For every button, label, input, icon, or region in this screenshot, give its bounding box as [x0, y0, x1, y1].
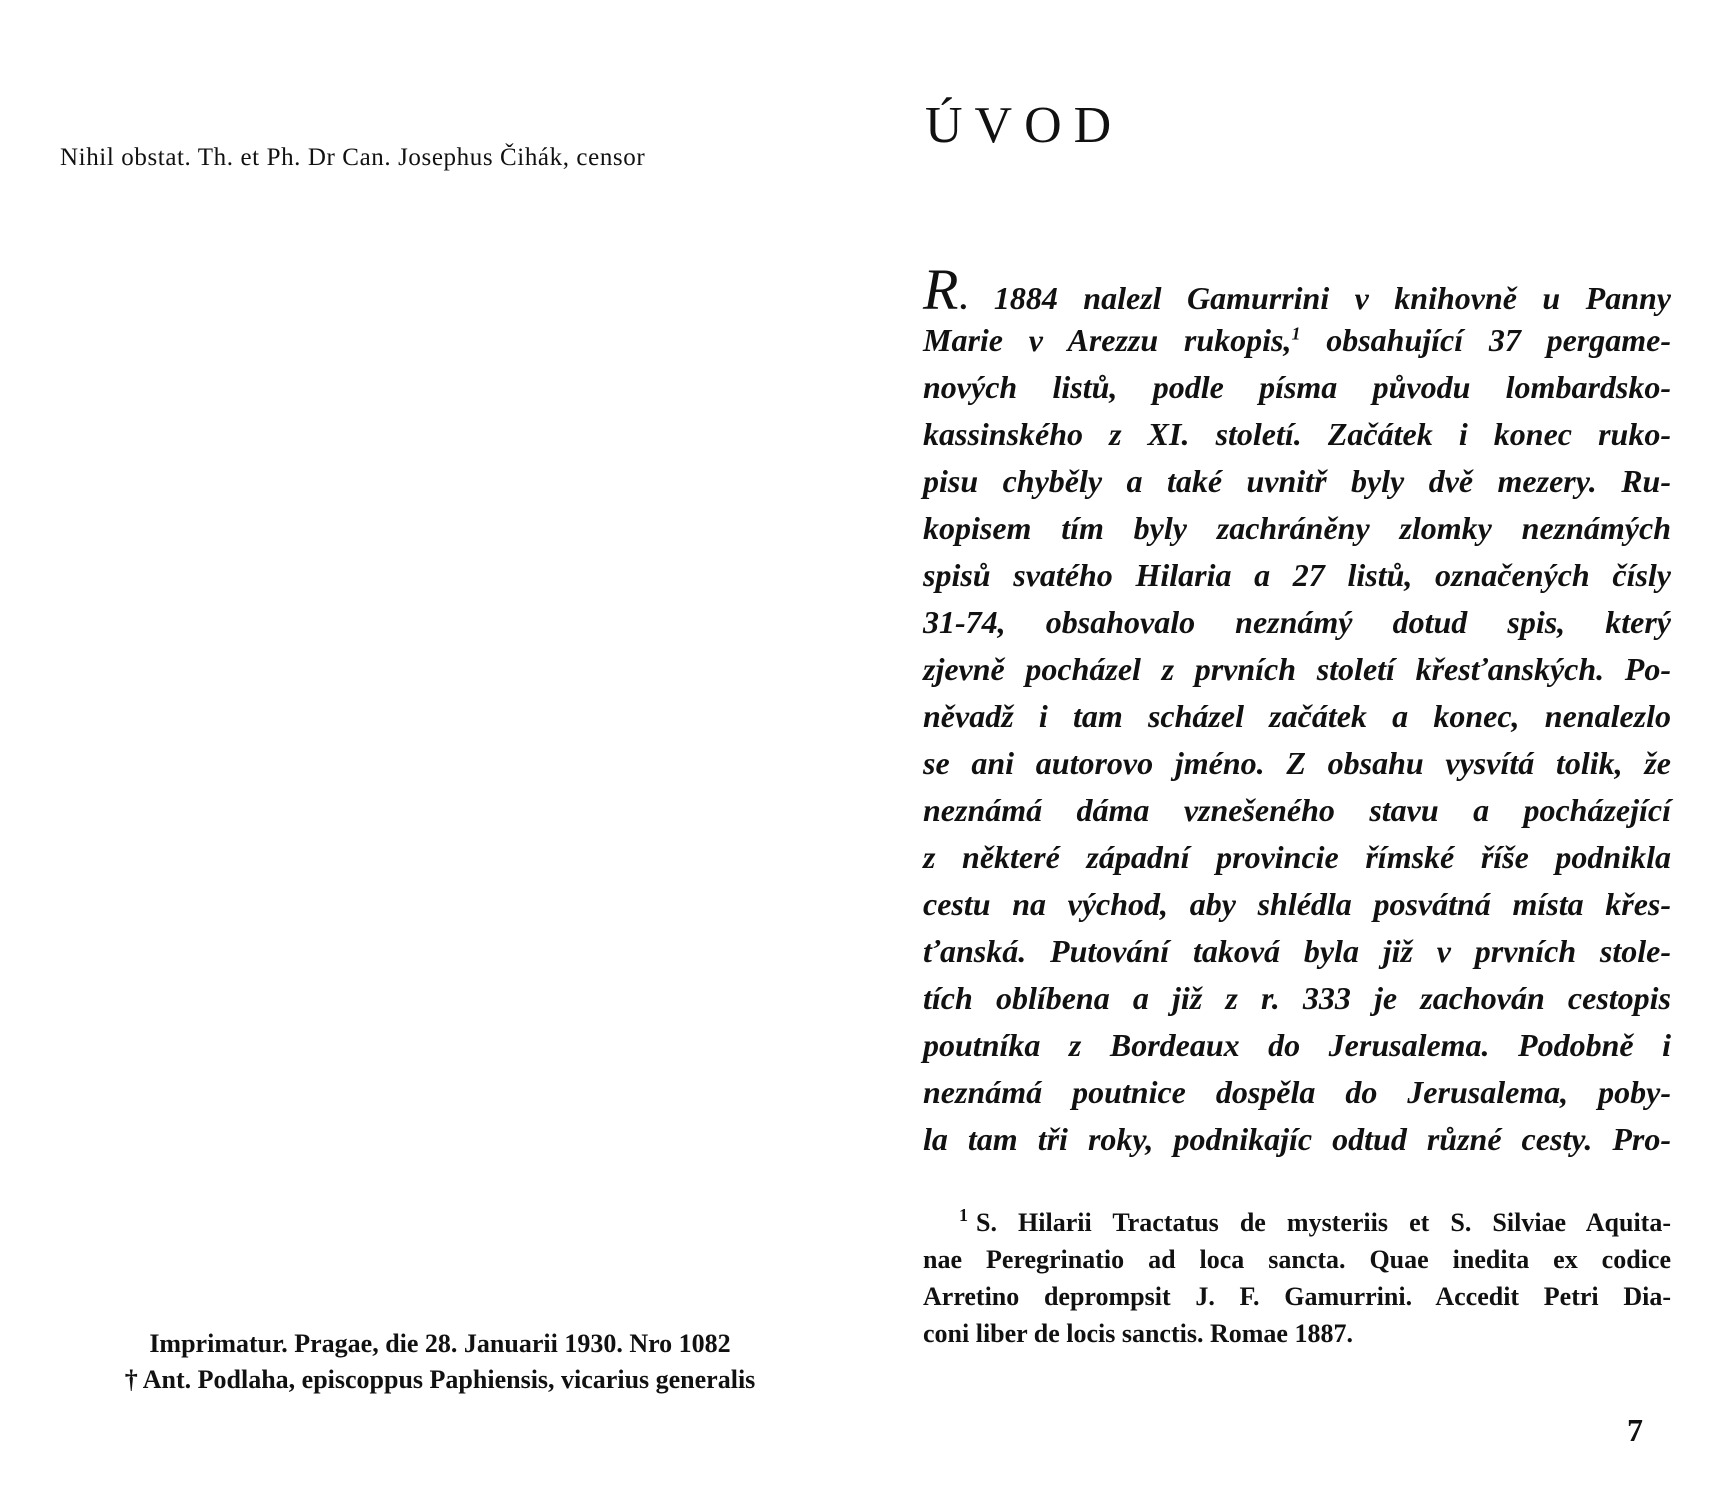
body-line: neznámá poutnice dospěla do Jerusalema, poby-: [923, 1074, 1671, 1110]
body-line: zjevně pocházel z prvních století křesťanských. Po-: [923, 651, 1671, 687]
body-line: la tam tři roky, podnikajíc odtud různé cesty. Pro-: [923, 1121, 1671, 1157]
body-line-text: Marie v Arezzu rukopis,: [923, 322, 1292, 358]
drop-cap: R: [923, 257, 959, 322]
body-line: neznámá dáma vznešeného stavu a pocházející: [923, 792, 1671, 828]
body-line: pisu chyběly a také uvnitř byly dvě mezery. Ru-: [923, 463, 1671, 499]
page-number: 7: [1627, 1412, 1643, 1448]
body-line: kopisem tím byly zachráněny zlomky neznámých: [923, 510, 1671, 546]
footnote-line: coni liber de locis sanctis. Romae 1887.: [923, 1319, 1353, 1348]
nihil-obstat-line: Nihil obstat. Th. et Ph. Dr Can. Josephus Čihák, censor: [60, 144, 646, 171]
right-page: [859, 0, 1718, 1500]
body-line: [923, 317, 1671, 364]
body-line: z některé západní provincie římské říše podnikla: [923, 839, 1671, 875]
body-paragraph: [923, 257, 1672, 1163]
body-line: tích oblíbena a již z r. 333 je zachován cestopis: [923, 980, 1671, 1016]
body-line: nových listů, podle písma původu lombardsko-: [923, 369, 1671, 405]
body-line: cestu na východ, aby shlédla posvátná místa křes-: [923, 886, 1671, 922]
body-line: kassinského z XI. století. Začátek i konec ruko-: [923, 416, 1671, 452]
chapter-title: ÚVOD: [925, 97, 1124, 154]
footnote-number: 1: [959, 1205, 968, 1226]
body-line-text-rest: obsahující 37 pergame-: [1300, 322, 1672, 358]
body-line: se ani autorovo jméno. Z obsahu vysvítá tolik, že: [923, 745, 1671, 781]
imprimatur-block: [60, 1326, 820, 1398]
imprimatur-line: Imprimatur. Pragae, die 28. Januarii 1930. Nro 1082: [149, 1329, 731, 1358]
body-line: spisů svatého Hilaria a 27 listů, označených čísly: [923, 557, 1671, 593]
body-line: [923, 257, 1671, 322]
body-line: něvadž i tam scházel začátek a konec, nenalezlo: [923, 698, 1671, 734]
footnote-line-text: S. Hilarii Tractatus de mysteriis et S. Silviae Aquita-: [976, 1208, 1671, 1237]
imprimatur-signature-line: † Ant. Podlaha, episcoppus Paphiensis, vicarius generalis: [124, 1365, 756, 1394]
body-line: ťanská. Putování taková byla již v prvních stole-: [923, 933, 1671, 969]
footnote-line: [923, 1204, 1671, 1241]
footnote-line: nae Peregrinatio ad loca sancta. Quae inedita ex codice: [923, 1245, 1671, 1274]
footnote-reference: 1: [1291, 323, 1301, 344]
body-line-text: . 1884 nalezl Gamurrini v knihovně u Panny: [960, 280, 1671, 316]
footnote: [923, 1204, 1671, 1352]
body-line: 31-74, obsahovalo neznámý dotud spis, který: [923, 604, 1671, 640]
footnote-line: Arretino deprompsit J. F. Gamurrini. Accedit Petri Dia-: [923, 1282, 1671, 1311]
body-line: poutníka z Bordeaux do Jerusalema. Podobně i: [923, 1027, 1671, 1063]
